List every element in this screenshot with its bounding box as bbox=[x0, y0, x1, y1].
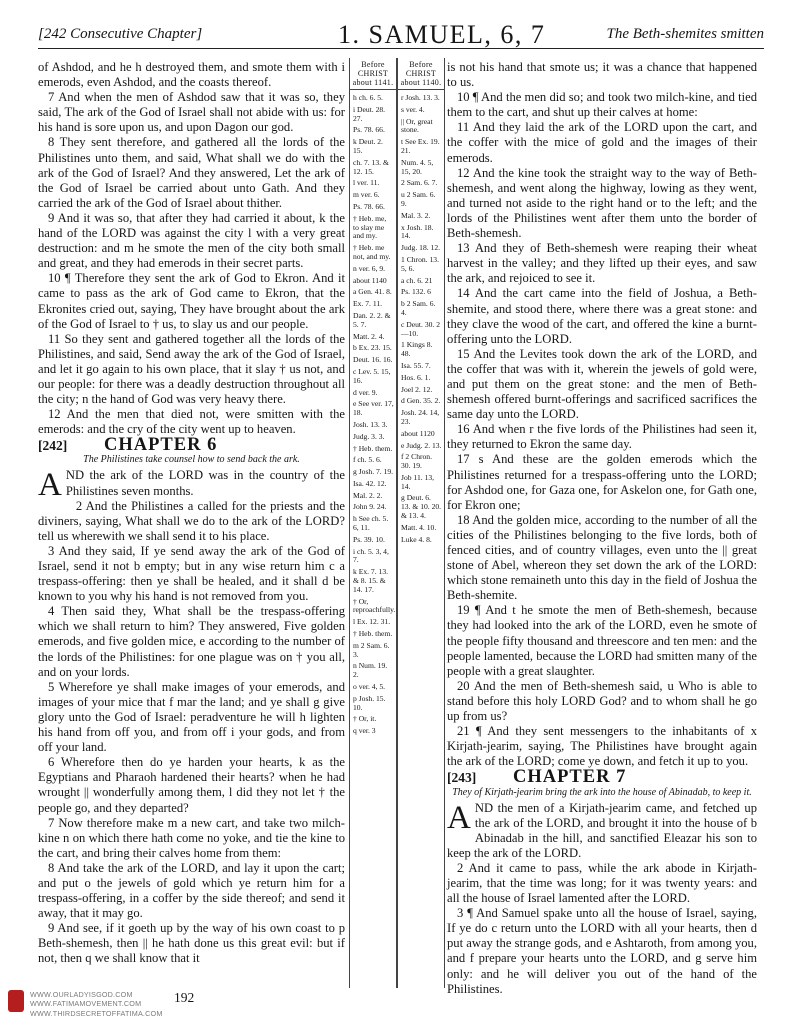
margin-reference: Isa. 55. 7. bbox=[401, 360, 431, 370]
margin-reference: Josh. 24. 14, 23. bbox=[401, 408, 440, 426]
verse: 8 And take the ark of the LORD, and lay it upon the cart; and put o the jewels of gold which ye return him for a trespass-offering, in a coffer by the side thereof; and send it away, that it may go. bbox=[38, 860, 345, 921]
margin-reference: Ps. 39. 10. bbox=[353, 534, 385, 544]
left-margin-references bbox=[349, 58, 397, 988]
margin-reference: i Deut. 28. 27. bbox=[353, 104, 386, 123]
margin-reference: l Ex. 12. 31. bbox=[353, 617, 391, 627]
margin-reference: k Ex. 7. 13. & 8. 15. & 14. 17. bbox=[353, 567, 389, 594]
footer-urls bbox=[30, 990, 163, 1018]
margin-reference: e Judg. 2. 13. bbox=[401, 440, 442, 450]
site-logo bbox=[8, 990, 24, 1012]
verse: 7 Now therefore make m a new cart, and take two milch-kine n on which there hath come no yoke, and tie the kine to the cart, and bring their calves home from them: bbox=[38, 815, 345, 860]
margin-reference: ch. 7. 13. & 12. 15. bbox=[353, 157, 389, 176]
margin-reference: b 2 Sam. 6. 4. bbox=[401, 299, 436, 317]
verse bbox=[38, 467, 345, 504]
page-topic: The Beth-shemites smitten bbox=[606, 26, 764, 42]
verse: of Ashdod, and he h destroyed them, and smote them with i emerods, even Ashdod, and the coasts thereof. bbox=[38, 60, 345, 90]
margin-reference: h See ch. 5. 6, 11. bbox=[353, 514, 389, 533]
verse: 9 And it was so, that after they had carried it about, k the hand of the LORD was against the city l with a very great destruction: and m he smote the men of the city both small and great, and they had emerods in their secret parts. bbox=[38, 210, 345, 271]
margin-reference: || Or, great stone. bbox=[401, 116, 433, 135]
margin-reference: g Josh. 7. 19. bbox=[353, 467, 394, 477]
book-title: 1. SAMUEL, 6, 7 bbox=[338, 20, 546, 49]
margin-reference: u 2 Sam. 6. 9. bbox=[401, 190, 436, 208]
margin-reference: Ps. 132. 6 bbox=[401, 287, 431, 297]
drop-cap: A bbox=[447, 799, 471, 836]
margin-reference: l ver. 11. bbox=[353, 178, 380, 188]
margin-reference: Ps. 78. 66. bbox=[353, 201, 385, 211]
verse: 20 And the men of Beth-shemesh said, u Who is able to stand before this holy LORD God? and to whom shall he go up from us? bbox=[447, 678, 757, 724]
margin-reference: p Josh. 15. 10. bbox=[353, 693, 386, 712]
margin-reference: q ver. 3 bbox=[353, 726, 376, 736]
drop-cap: A bbox=[38, 467, 62, 504]
verse: 4 Then said they, What shall be the trespass-offering which we shall return to him? They answered, Five golden emerods, and five golden mice, e according to the number of the lords of the Philistines: for one plague was on † you all, and on your lords. bbox=[38, 604, 345, 679]
margin-reference: d ver. 9. bbox=[353, 387, 378, 397]
margin-reference: f 2 Chron. 30. 19. bbox=[401, 452, 433, 471]
margin-reference: c Lev. 5. 15, 16. bbox=[353, 366, 391, 385]
right-column bbox=[447, 60, 757, 997]
verse: 10 ¶ And the men did so; and took two milch-kine, and tied them to the cart, and shut up their calves at home: bbox=[447, 90, 757, 120]
verse-text: ND the ark of the LORD was in the country of the Philistines seven months. bbox=[65, 468, 345, 498]
margin-date-heading: Before CHRIST about 1140. bbox=[398, 58, 444, 90]
margin-reference: f ch. 5. 6. bbox=[353, 455, 382, 465]
verse bbox=[447, 801, 757, 861]
margin-reference: about 1120 bbox=[401, 428, 435, 438]
margin-reference: John 9. 24. bbox=[353, 502, 387, 512]
verse: 3 And they said, If ye send away the ark of the God of Israel, send it not b empty; but in any wise return him c a trespass-offering: then ye shall be healed, and it shall d be known to you why his hand is not removed from you. bbox=[38, 543, 345, 604]
margin-reference: Josh. 13. 3. bbox=[353, 419, 388, 429]
margin-reference: d Gen. 35. 2. bbox=[401, 396, 441, 406]
verse: 14 And the cart came into the field of Joshua, a Beth-shemite, and stood there, where there was a great stone: and they clave the wood of the cart, and offered the kine a burnt-offering unto the LORD. bbox=[447, 286, 757, 346]
footer-url: WWW.FATIMAMOVEMENT.COM bbox=[30, 999, 142, 1009]
verse: 9 And see, if it goeth up by the way of his own coast to p Beth-shemesh, then || he hath done us this great evil: but if not, then q we shall know that it bbox=[38, 921, 345, 966]
chapter-summary: The Philistines take counsel how to send back the ark. bbox=[83, 454, 300, 466]
margin-reference: Judg. 18. 12. bbox=[401, 243, 441, 253]
margin-reference: t See Ex. 19. 21. bbox=[401, 137, 440, 155]
margin-reference: Matt. 4. 10. bbox=[401, 522, 437, 532]
verse: 2 And the Philistines a called for the priests and the diviners, saying, What shall we do to the ark of the LORD? tell us wherewith we shall send it to his place. bbox=[38, 498, 345, 543]
verse: 18 And the golden mice, according to the number of all the cities of the Philistines belonging to the five lords, both of fenced cities, and of country villages, even unto the || great stone of Abel, whereon they set down the ark of the LORD: which stone remaineth unto this day in the field of Joshua the Beth-shemite. bbox=[447, 512, 757, 603]
verse: 17 s And these are the golden emerods which the Philistines returned for a trespass-offering unto the LORD; for Ashdod one, for Gaza one, for Askelon one, for Gath one, for Ekron one; bbox=[447, 452, 757, 512]
verse: 6 Wherefore then do ye harden your hearts, k as the Egyptians and Pharaoh hardened their hearts? when he had wrought || wonderfully among them, l did they not let † the people go, and they departed? bbox=[38, 755, 345, 815]
chapter-number: [242] bbox=[38, 438, 68, 454]
margin-reference: k Deut. 2. 15. bbox=[353, 137, 383, 155]
verse: 8 They sent therefore, and gathered all the lords of the Philistines unto them, and said, What shall we do with the ark of the God of Israel? And they answered, Let the ark of the God of Israel be carried about unto Gath. And they carried the ark of the God of Israel about thither. bbox=[38, 135, 345, 210]
margin-date-heading: Before CHRIST about 1141. bbox=[350, 58, 396, 90]
margin-reference: Luke 4. 8. bbox=[401, 534, 432, 544]
verse: 13 And they of Beth-shemesh were reaping their wheat harvest in the valley; and they lifted up their eyes, and saw the ark, and rejoiced to see it. bbox=[447, 241, 757, 286]
margin-reference: h ch. 6. 5. bbox=[353, 93, 383, 102]
verse-text: ND the men of a Kirjath-jearim came, and fetched up the ark of the LORD, and brought it into the house of b Abinadab in the hill, and sanctified Eleazar his son to keep the ark of the LORD. bbox=[447, 800, 757, 860]
margin-reference: † Heb. me, to slay me and my. bbox=[353, 213, 387, 241]
chapter-number: [243] bbox=[447, 770, 477, 786]
margin-reference: Mal. 3. 2. bbox=[401, 210, 431, 220]
verse: 21 ¶ And they sent messengers to the inhabitants of x Kirjath-jearim, saying, The Philistines have brought again the ark of the LORD; come ye down, and fetch it up to you. bbox=[447, 724, 757, 769]
left-column bbox=[38, 60, 345, 967]
margin-reference: Ex. 7. 11. bbox=[353, 299, 383, 309]
margin-reference: Isa. 42. 12. bbox=[353, 478, 387, 488]
footer-url: WWW.OURLADYISGOD.COM bbox=[30, 990, 133, 999]
margin-reference: † Heb. them. bbox=[353, 629, 393, 639]
margin-reference: † Heb. them. bbox=[353, 443, 393, 453]
footer-url: WWW.THIRDSECRETOFFATIMA.COM bbox=[30, 1008, 163, 1018]
page-number: 192 bbox=[174, 990, 195, 1005]
margin-reference: m 2 Sam. 6. 3. bbox=[353, 640, 390, 659]
margin-reference: i ch. 5. 3, 4, 7. bbox=[353, 546, 389, 565]
margin-reference: a ch. 6. 21 bbox=[401, 275, 433, 285]
verse: 19 ¶ And t he smote the men of Beth-shemesh, because they had looked into the ark of the LORD, even he smote of the people fifty thousand and threescore and ten men: and the people lamented, because the LORD had smitten many of the people with a great slaughter. bbox=[447, 603, 757, 678]
margin-reference: a Gen. 41. 8. bbox=[353, 287, 392, 297]
verse: 3 ¶ And Samuel spake unto all the house of Israel, saying, If ye do c return unto the LORD with all your hearts, then d put away the strange gods, and e Ashtaroth, from among you, and f prepare your hearts unto the LORD, and g serve him only: and he will deliver you out of the hand of the Philistines. bbox=[447, 906, 757, 996]
chapter-summary: They of Kirjath-jearim bring the ark into the house of Abinadab, to keep it. bbox=[452, 786, 752, 798]
verse: 10 ¶ Therefore they sent the ark of God to Ekron. And it came to pass as the ark of God came to Ekron, that the Ekronites cried out, saying, They have brought about the ark of the God of Israel to † us, to slay us and our people. bbox=[38, 271, 345, 331]
chapter-heading bbox=[447, 767, 757, 788]
margin-notes bbox=[398, 90, 444, 544]
verse: 15 And the Levites took down the ark of the LORD, and the coffer that was with it, wherein the jewels of gold were, and put them on the great stone: and the men of Beth-shemesh offered burnt-offerings and sacrificed sacrifices the same day unto the LORD. bbox=[447, 346, 757, 422]
margin-notes bbox=[350, 90, 396, 736]
margin-reference: c Deut. 30. 2—10. bbox=[401, 319, 441, 338]
margin-reference: b Ex. 23. 15. bbox=[353, 343, 392, 353]
verse: 11 So they sent and gathered together all the lords of the Philistines, and said, Send away the ark of the God of Israel, and let it go again to his own place, that it slay † us not, and our people: for there was a deadly destruction throughout all the city; n the hand of God was very heavy there. bbox=[38, 331, 345, 407]
verse: 2 And it came to pass, while the ark abode in Kirjath-jearim, that the time was long; for it was twenty years: and all the house of Israel lamented after the LORD. bbox=[447, 860, 757, 906]
verse: 12 And the men that died not, were smitten with the emerods: and the cry of the city went up to heaven. bbox=[38, 407, 345, 437]
margin-reference: m ver. 6. bbox=[353, 190, 380, 200]
margin-reference: Judg. 3. 3. bbox=[353, 431, 385, 441]
margin-reference: † Or, it. bbox=[353, 714, 377, 724]
margin-reference: 2 Sam. 6. 7. bbox=[401, 178, 438, 188]
consecutive-chapter-label: [242 Consecutive Chapter] bbox=[38, 26, 203, 42]
verse: 16 And when r the five lords of the Philistines had seen it, they returned to Ekron the same day. bbox=[447, 422, 757, 452]
margin-reference: Matt. 2. 4. bbox=[353, 331, 385, 341]
margin-reference: 1 Kings 8. 48. bbox=[401, 340, 433, 359]
margin-reference: e See ver. 17, 18. bbox=[353, 399, 394, 418]
margin-reference: Job 11. 13, 14. bbox=[401, 472, 435, 491]
margin-reference: Dan. 2. 2. & 5. 7. bbox=[353, 310, 391, 329]
chapter-heading bbox=[38, 435, 345, 456]
margin-reference: Hos. 6. 1. bbox=[401, 372, 431, 382]
margin-reference: 1 Chron. 13. 5, 6. bbox=[401, 254, 439, 273]
running-header bbox=[38, 22, 764, 49]
margin-reference: Deut. 16. 16. bbox=[353, 355, 393, 365]
margin-reference: Joel 2. 12. bbox=[401, 384, 433, 394]
margin-reference: r Josh. 13. 3. bbox=[401, 93, 440, 102]
margin-reference: † Or, reproachfully. bbox=[353, 596, 396, 615]
margin-reference: Num. 4. 5, 15, 20. bbox=[401, 157, 434, 176]
right-margin-references bbox=[397, 58, 445, 988]
chapter-title: CHAPTER 7 bbox=[513, 767, 627, 788]
margin-reference: o ver. 4, 5. bbox=[353, 682, 386, 692]
chapter-title: CHAPTER 6 bbox=[104, 435, 218, 456]
margin-reference: n ver. 6, 9. bbox=[353, 263, 386, 273]
verse: 11 And they laid the ark of the LORD upon the cart, and the coffer with the mice of gold and the images of their emerods. bbox=[447, 120, 757, 165]
margin-reference: Ps. 78. 66. bbox=[353, 125, 385, 135]
margin-reference: about 1140 bbox=[353, 275, 387, 285]
margin-reference: † Heb. me not, and my. bbox=[353, 243, 391, 261]
margin-reference: x Josh. 18. 14. bbox=[401, 222, 434, 241]
verse: 12 And the kine took the straight way to the way of Beth-shemesh, and went along the highway, lowing as they went, and turned not aside to the right hand or to the left; and the lords of the Philistines went after them unto the border of Beth-shemesh. bbox=[447, 165, 757, 241]
margin-reference: s ver. 4. bbox=[401, 104, 425, 114]
verse: is not his hand that smote us; it was a chance that happened to us. bbox=[447, 60, 757, 90]
verse: 5 Wherefore ye shall make images of your emerods, and images of your mice that f mar the land; and ye shall g give glory unto the God of Israel: peradventure he will h lighten his hand from off you, and from off i your gods, and from off your land. bbox=[38, 679, 345, 755]
margin-reference: Mal. 2. 2. bbox=[353, 490, 383, 500]
margin-reference: g Deut. 6. 13. & 10. 20. & 13. 4. bbox=[401, 493, 442, 521]
verse: 7 And when the men of Ashdod saw that it was so, they said, The ark of the God of Israel shall not abide with us: for his hand is sore upon us, and upon Dagon our god. bbox=[38, 90, 345, 135]
margin-reference: n Num. 19. 2. bbox=[353, 661, 388, 680]
